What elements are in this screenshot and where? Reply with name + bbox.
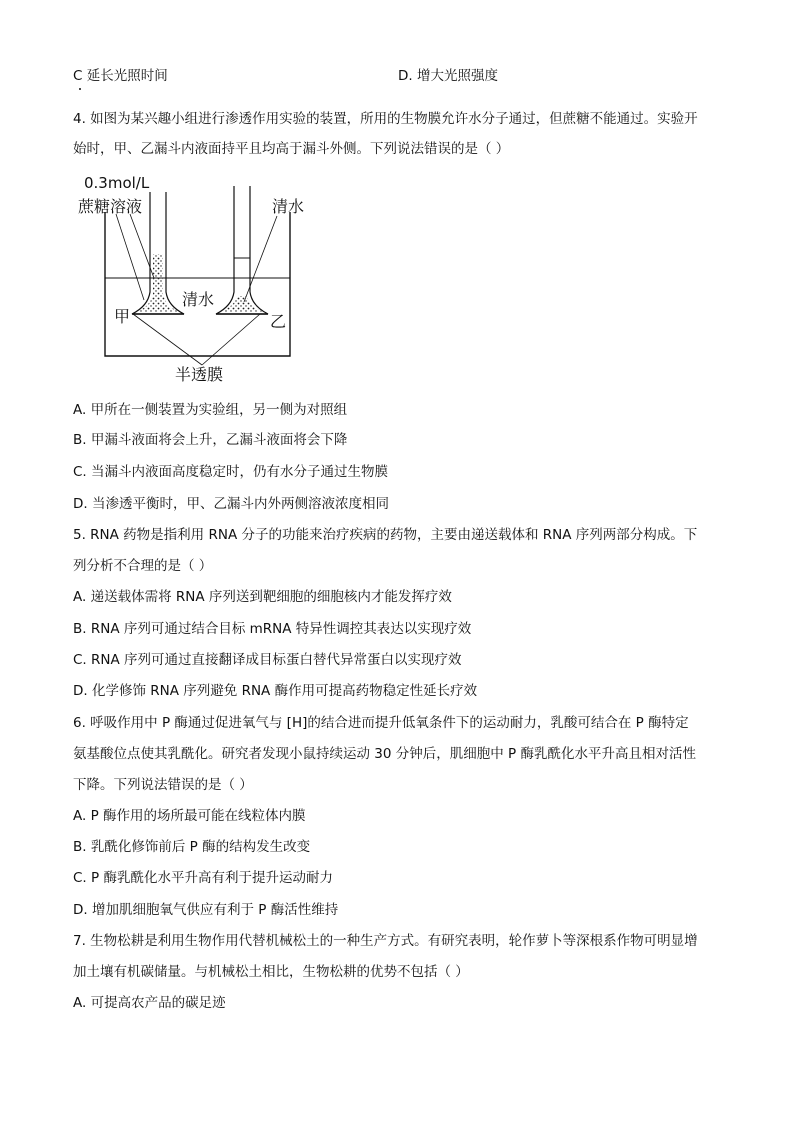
q5-stem-line2: 列分析不合理的是（ ） bbox=[73, 558, 213, 574]
stray-dot bbox=[79, 88, 81, 90]
q4-stem-line1: 4. 如图为某兴趣小组进行渗透作用实验的装置，所用的生物膜允许水分子通过，但蔗糖不能通过。实验开 bbox=[73, 111, 698, 127]
q6-stem-line2: 氨基酸位点使其乳酰化。研究者发现小鼠持续运动 30 分钟后，肌细胞中 P 酶乳酰化水平升高且相对活性 bbox=[73, 746, 696, 762]
q3-option-c: C 延长光照时间 bbox=[73, 68, 168, 84]
q5-option-c: C. RNA 序列可通过直接翻译成目标蛋白替代异常蛋白以实现疗效 bbox=[73, 652, 462, 668]
q7-stem-line2: 加土壤有机碳储量。与机械松土相比，生物松耕的优势不包括（ ） bbox=[73, 964, 469, 980]
q6-option-c: C. P 酶乳酰化水平升高有利于提升运动耐力 bbox=[73, 870, 333, 886]
q6-option-b: B. 乳酰化修饰前后 P 酶的结构发生改变 bbox=[73, 839, 311, 855]
osmosis-apparatus-figure bbox=[72, 172, 312, 390]
beaker-outline bbox=[105, 212, 290, 356]
q4-option-a: A. 甲所在一侧装置为实验组，另一侧为对照组 bbox=[73, 402, 348, 418]
funnel-jia-solution bbox=[153, 254, 163, 294]
funnel-yi bbox=[216, 186, 268, 314]
q6-option-d: D. 增加肌细胞氧气供应有利于 P 酶活性维持 bbox=[73, 902, 339, 918]
q4-option-d: D. 当渗透平衡时，甲、乙漏斗内外两侧溶液浓度相同 bbox=[73, 496, 389, 512]
q6-stem-line1: 6. 呼吸作用中 P 酶通过促进氧气与 [H]的结合进而提升低氧条件下的运动耐力，乳酸可结合在 P 酶特定 bbox=[73, 715, 689, 731]
q6-option-a: A. P 酶作用的场所最可能在线粒体内膜 bbox=[73, 808, 306, 824]
label-yi: 乙 bbox=[270, 312, 287, 331]
q6-stem-line3: 下降。下列说法错误的是（ ） bbox=[73, 777, 253, 793]
q5-option-b: B. RNA 序列可通过结合目标 mRNA 特异性调控其表达以实现疗效 bbox=[73, 621, 472, 637]
label-semipermeable-membrane: 半透膜 bbox=[175, 365, 224, 384]
q4-stem-line2: 始时，甲、乙漏斗内液面持平且均高于漏斗外侧。下列说法错误的是（ ） bbox=[73, 141, 510, 157]
label-water-center: 清水 bbox=[182, 290, 215, 309]
q5-stem-line1: 5. RNA 药物是指利用 RNA 分子的功能来治疗疾病的药物，主要由递送载体和 RNA 序列两部分构成。下 bbox=[73, 527, 698, 543]
q5-option-a: A. 递送载体需将 RNA 序列送到靶细胞的细胞核内才能发挥疗效 bbox=[73, 589, 452, 605]
q7-stem-line1: 7. 生物松耕是利用生物作用代替机械松土的一种生产方式。有研究表明，轮作萝卜等深根系作物可明显增 bbox=[73, 933, 698, 949]
label-concentration: 0.3mol/L bbox=[84, 174, 150, 192]
label-jia: 甲 bbox=[114, 307, 131, 326]
q5-option-d: D. 化学修饰 RNA 序列避免 RNA 酶作用可提高药物稳定性延长疗效 bbox=[73, 683, 478, 699]
q3-option-d: D. 增大光照强度 bbox=[398, 68, 498, 84]
q7-option-a: A. 可提高农产品的碳足迹 bbox=[73, 995, 226, 1011]
label-sucrose-solution: 蔗糖溶液 bbox=[78, 197, 143, 216]
q4-option-b: B. 甲漏斗液面将会上升，乙漏斗液面将会下降 bbox=[73, 432, 348, 448]
label-water-right: 清水 bbox=[272, 197, 305, 216]
q4-option-c: C. 当漏斗内液面高度稳定时，仍有水分子通过生物膜 bbox=[73, 464, 389, 480]
